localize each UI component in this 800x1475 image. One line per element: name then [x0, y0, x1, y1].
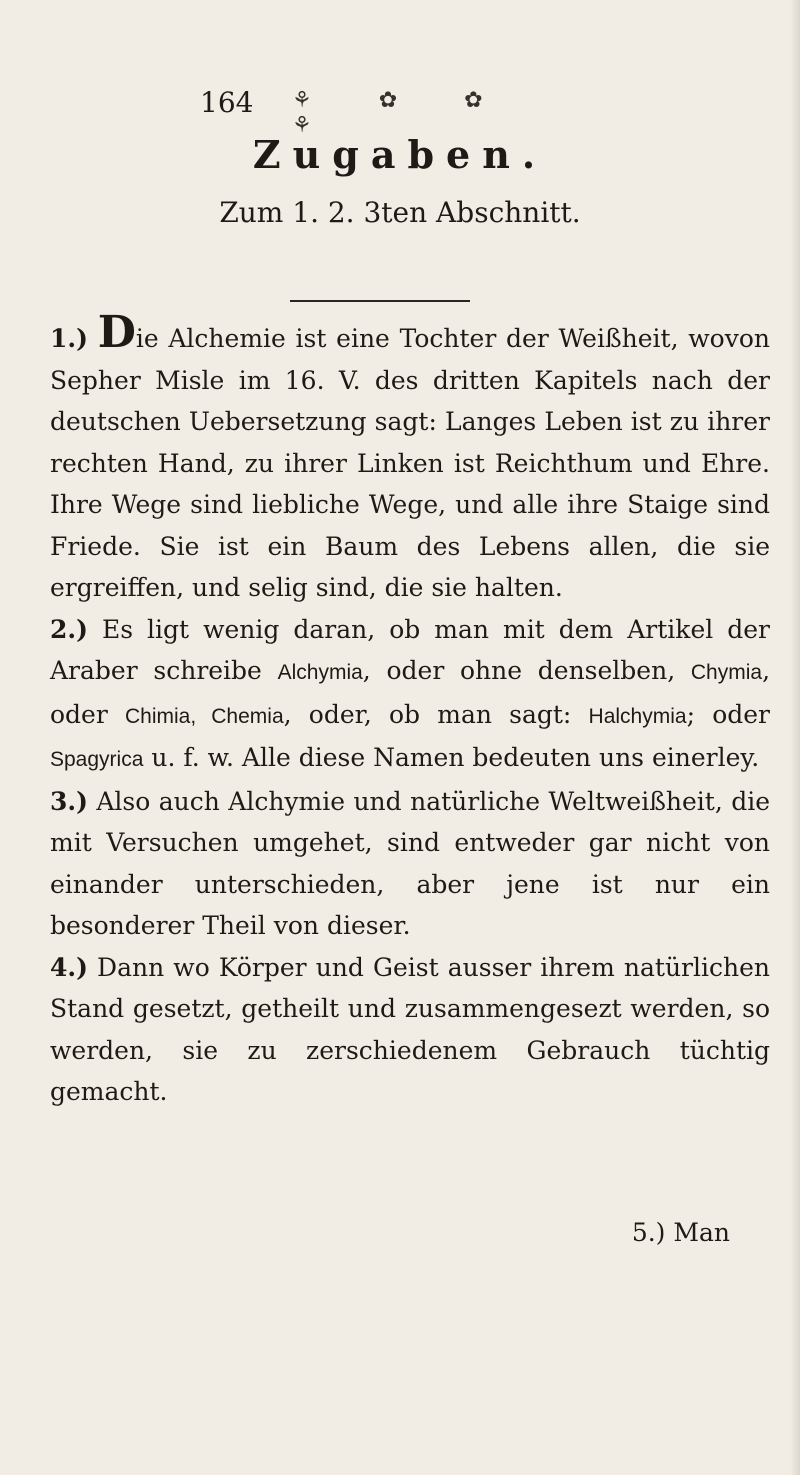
paragraph-number: 2.): [50, 614, 88, 644]
section-title: Zugaben.: [252, 132, 548, 177]
paragraph-4: [50, 947, 770, 1113]
drop-capital: D: [97, 307, 136, 358]
header-ornaments: ⚘ ✿ ✿ ⚘: [292, 88, 513, 138]
paragraph-text: u. f. w. Alle diese Namen bedeuten uns einerley.: [143, 743, 760, 772]
paragraph-text: , oder, ob man sagt:: [283, 699, 589, 729]
paragraph-text: ie Alchemie ist eine Tochter der Weißheit, wovon Sepher Misle im 16. V. des dritten Kapitels nach der deutschen Uebersetzung sagt: Langes Leben ist zu ihrer rechten Hand, zu ihrer Linken ist Reichthum und Ehre. Ihre Wege sind liebliche Wege, und alle ihre Staige sind Friede. Sie ist ein Baum des Lebens allen, die sie ergreiffen, und selig sind, die sie halten.: [50, 324, 771, 602]
body-text: [50, 307, 771, 1113]
paragraph-1: [50, 307, 771, 609]
page-number: 164: [200, 86, 254, 119]
latin-term: Spagyrica: [50, 748, 144, 771]
paragraph-text: , oder ohne denselben,: [362, 656, 691, 685]
latin-term: Halchymia: [588, 704, 687, 728]
paragraph-3: [50, 781, 770, 947]
latin-term: Chymia: [690, 661, 763, 684]
title-divider: [290, 300, 470, 302]
latin-term: Chimia, Chemia: [125, 704, 284, 728]
latin-term: Alchymia: [277, 661, 363, 684]
paragraph-text: Es ligt wenig daran, ob man mit dem Artikel der Araber schreibe: [50, 614, 770, 685]
paragraph-2: [50, 609, 770, 781]
paragraph-text: Also auch Alchymie und natürliche Weltweißheit, die mit Versuchen umgehet, sind entweder gar nicht von einander unterschieden, aber jene ist nur ein besonderer Theil von dieser.: [50, 786, 770, 940]
catchword: 5.) Man: [631, 1218, 730, 1247]
running-header: [200, 78, 580, 138]
paragraph-text: Dann wo Körper und Geist ausser ihrem natürlichen Stand gesetzt, getheilt und zusammengesezt werden, so werden, sie zu zerschiedenem Gebrauch tüchtig gemacht.: [50, 952, 770, 1106]
paragraph-number: 3.): [50, 786, 88, 816]
paragraph-number: 1.): [50, 324, 88, 353]
paragraph-text: , oder: [50, 656, 771, 729]
paragraph-number: 4.): [50, 952, 88, 982]
paragraph-text: ; oder: [686, 699, 770, 729]
section-subtitle: Zum 1. 2. 3ten Abschnitt.: [219, 196, 581, 229]
